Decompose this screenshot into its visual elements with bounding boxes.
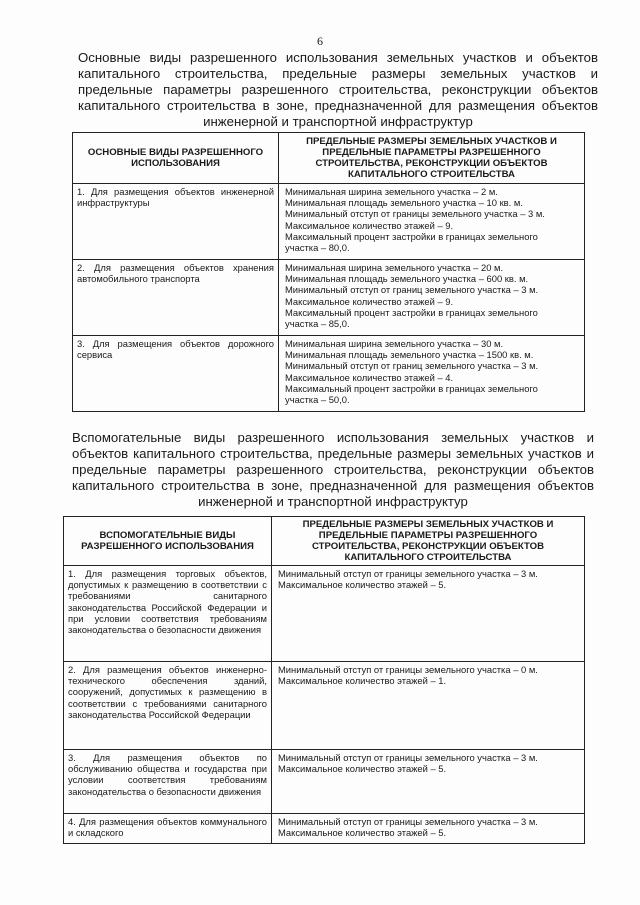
- param-line: Максимальный процент застройки в границах земельного: [285, 230, 538, 242]
- param-line: Минимальный отступ от границы земельного участка – 3 м.: [278, 816, 538, 827]
- use-kind-cell: [64, 662, 272, 750]
- param-line: участка – 85,0.: [285, 318, 350, 330]
- section1-heading: Основные виды разрешенного использования земельных участков и объектов капитального строительства, предельные размеры земельных участков и предельные параметры разрешенного строительства, реконструкции объектов капитального строительства в зоне, предназначенной для размещения объектов инженерной и транспортной инфраструктур: [78, 50, 598, 129]
- table-header-row: [73, 133, 585, 184]
- param-line: участка – 80,0.: [285, 242, 350, 254]
- use-kind-text: 3. Для размещения объектов по обслуживанию общества и государства при условии соответствия требованиям законодательства о безопасности движения: [68, 752, 267, 797]
- param-line: Максимальное количество этажей – 5.: [278, 827, 447, 839]
- param-line: Минимальный отступ от границы земельного участка – 3 м.: [285, 208, 545, 220]
- param-line: участка – 50,0.: [285, 394, 350, 406]
- table-row: [64, 662, 585, 750]
- param-line: Минимальная площадь земельного участка – 1500 кв. м.: [285, 349, 534, 361]
- param-line: Максимальный процент застройки в границах земельного: [285, 306, 538, 318]
- column-header-kinds: ОСНОВНЫЕ ВИДЫ РАЗРЕШЕННОГО ИСПОЛЬЗОВАНИЯ: [73, 133, 279, 184]
- param-line: Максимальный процент застройки в границах земельного: [285, 382, 538, 394]
- use-kind-cell: [64, 750, 272, 814]
- param-line: Максимальное количество этажей – 5.: [278, 579, 447, 591]
- params-cell: [279, 336, 585, 412]
- param-line: Минимальная ширина земельного участка – 20 м.: [285, 262, 504, 273]
- param-line: Минимальный отступ от границ земельного участка – 3 м.: [285, 284, 539, 296]
- params-cell: [272, 814, 585, 844]
- param-line: Минимальный отступ от границ земельного участка – 3 м.: [285, 360, 539, 372]
- column-header-kinds: ВСПОМОГАТЕЛЬНЫЕ ВИДЫ РАЗРЕШЕННОГО ИСПОЛЬЗОВАНИЯ: [64, 517, 272, 566]
- use-kind-text: 2. Для размещения объектов хранения автомобильного транспорта: [77, 262, 274, 285]
- param-line: Минимальная площадь земельного участка – 10 кв. м.: [285, 197, 523, 209]
- use-kind-text: 1. Для размещения торговых объектов, допустимых к размещению в соответствии с требованиями санитарного законодательства Российской Федерации и при условии соответствия требованиям законодательства о безопасности движения: [68, 568, 267, 636]
- use-kind-text: 2. Для размещения объектов инженерно-технического обеспечения зданий, сооружений, допустимых к размещению в соответствии с требованиями санитарного законодательства Российской Федерации: [68, 664, 267, 720]
- param-line: Минимальная ширина земельного участка – 30 м.: [285, 338, 504, 349]
- table-row: [64, 814, 585, 844]
- page-number: 6: [317, 34, 323, 48]
- use-kind-cell: [73, 184, 279, 260]
- use-kind-cell: [73, 260, 279, 336]
- table-row: [73, 260, 585, 336]
- column-header-params: ПРЕДЕЛЬНЫЕ РАЗМЕРЫ ЗЕМЕЛЬНЫХ УЧАСТКОВ И ПРЕДЕЛЬНЫЕ ПАРАМЕТРЫ РАЗРЕШЕННОГО СТРОИТЕЛЬСТВА, РЕКОНСТРУКЦИИ ОБЪЕКТОВ КАПИТАЛЬНОГО СТРОИТЕЛЬСТВА: [272, 517, 585, 566]
- auxiliary-uses-table: [63, 516, 585, 844]
- section2-heading: Вспомогательные виды разрешенного использования земельных участков и объектов капитального строительства, предельные размеры земельных участков и предельные параметры разрешенного строительства, реконструкции объектов капитального строительства в зоне, предназначенной для размещения объектов инженерной и транспортной инфраструктур: [72, 430, 594, 509]
- param-line: Минимальная ширина земельного участка – 2 м.: [285, 186, 498, 197]
- use-kind-cell: [64, 814, 272, 844]
- param-line: Максимальное количество этажей – 5.: [278, 763, 447, 775]
- use-kind-text: 3. Для размещения объектов дорожного сервиса: [77, 338, 274, 361]
- param-line: Минимальный отступ от границы земельного участка – 3 м.: [278, 568, 538, 579]
- param-line: Минимальный отступ от границы земельного участка – 3 м.: [278, 752, 538, 763]
- table-row: [73, 336, 585, 412]
- main-uses-table: [72, 132, 585, 412]
- param-line: Минимальная площадь земельного участка – 600 кв. м.: [285, 273, 529, 285]
- param-line: Минимальный отступ от границы земельного участка – 0 м.: [278, 664, 538, 675]
- column-header-params: ПРЕДЕЛЬНЫЕ РАЗМЕРЫ ЗЕМЕЛЬНЫХ УЧАСТКОВ И ПРЕДЕЛЬНЫЕ ПАРАМЕТРЫ РАЗРЕШЕННОГО СТРОИТЕЛЬСТВА, РЕКОНСТРУКЦИИ ОБЪЕКТОВ КАПИТАЛЬНОГО СТРОИТЕЛЬСТВА: [279, 133, 585, 184]
- use-kind-text: 4. Для размещения объектов коммунального и складского: [68, 816, 267, 839]
- params-cell: [279, 260, 585, 336]
- table-row: [64, 566, 585, 662]
- table-row: [73, 184, 585, 260]
- param-line: Максимальное количество этажей – 9.: [285, 295, 454, 307]
- use-kind-cell: [64, 566, 272, 662]
- table-row: [64, 750, 585, 814]
- param-line: Максимальное количество этажей – 9.: [285, 219, 454, 231]
- table-header-row: [64, 517, 585, 566]
- param-line: Максимальное количество этажей – 1.: [278, 675, 447, 687]
- params-cell: [279, 184, 585, 260]
- param-line: Максимальное количество этажей – 4.: [285, 371, 454, 383]
- params-cell: [272, 566, 585, 662]
- use-kind-cell: [73, 336, 279, 412]
- use-kind-text: 1. Для размещения объектов инженерной инфраструктуры: [77, 186, 274, 209]
- params-cell: [272, 750, 585, 814]
- params-cell: [272, 662, 585, 750]
